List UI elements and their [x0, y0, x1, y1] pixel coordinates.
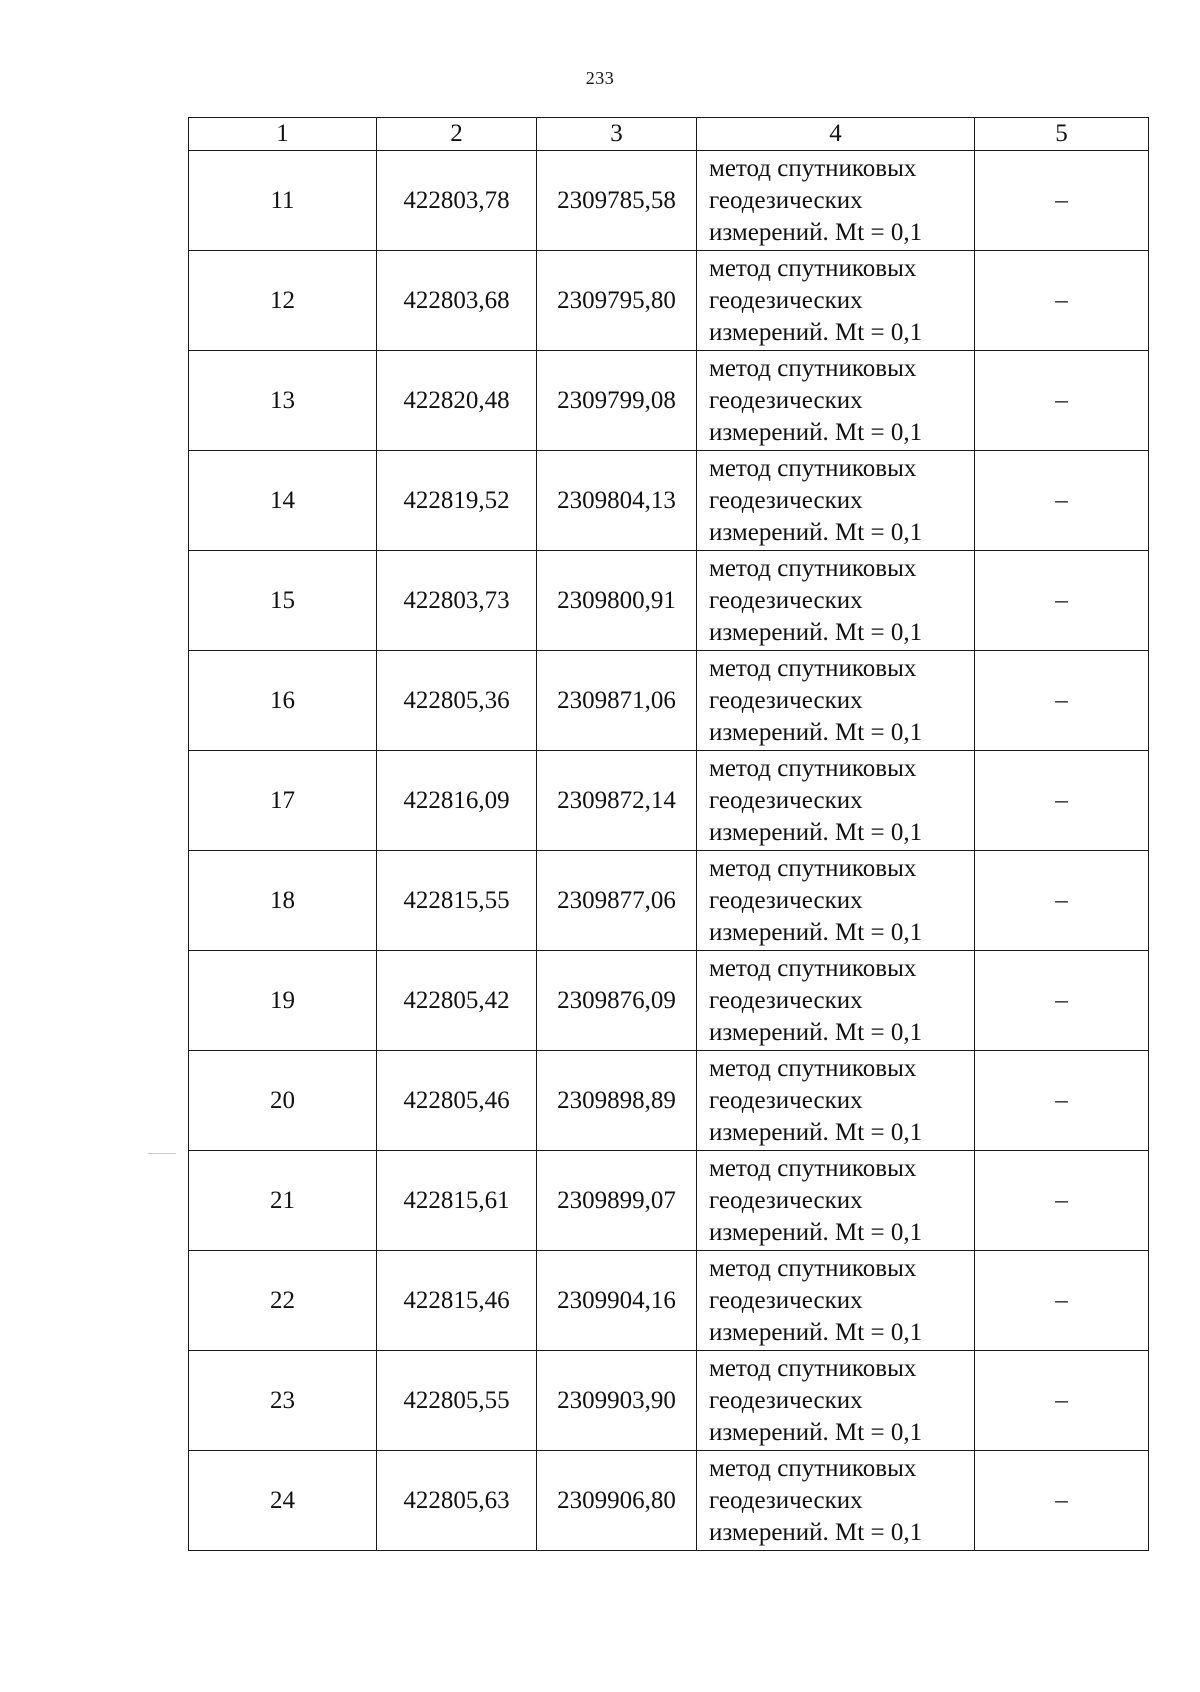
method-text-line: метод спутниковых [709, 1054, 917, 1082]
method-cell [697, 1451, 975, 1551]
point-number-cell: 20 [189, 1051, 377, 1151]
note-cell: – [975, 1451, 1149, 1551]
point-number-cell: 11 [189, 151, 377, 251]
x-coordinate-cell: 422816,09 [377, 751, 537, 851]
note-cell: – [975, 1051, 1149, 1151]
x-coordinate-cell: 422815,55 [377, 851, 537, 951]
method-text-line: геодезических [709, 386, 863, 414]
point-number-cell: 22 [189, 1251, 377, 1351]
method-text-line: метод спутниковых [709, 354, 917, 382]
table-row [189, 451, 1149, 551]
method-text-line: метод спутниковых [709, 854, 917, 882]
method-text-line: геодезических [709, 486, 863, 514]
method-text-line: измерений. Mt = 0,1 [709, 1018, 923, 1046]
method-text-line: геодезических [709, 886, 863, 914]
method-text-line: метод спутниковых [709, 1454, 917, 1482]
method-text-line: измерений. Mt = 0,1 [709, 218, 923, 246]
x-coordinate-cell: 422803,78 [377, 151, 537, 251]
table-body [189, 151, 1149, 1551]
x-coordinate-cell: 422805,63 [377, 1451, 537, 1551]
x-coordinate-cell: 422805,46 [377, 1051, 537, 1151]
method-text-line: геодезических [709, 286, 863, 314]
x-coordinate-cell: 422805,55 [377, 1351, 537, 1451]
method-text-line: геодезических [709, 686, 863, 714]
table-row [189, 1451, 1149, 1551]
method-text-line: измерений. Mt = 0,1 [709, 1218, 923, 1246]
method-text-line: измерений. Mt = 0,1 [709, 818, 923, 846]
coordinates-table [188, 117, 1149, 1551]
method-cell [697, 151, 975, 251]
y-coordinate-cell: 2309906,80 [537, 1451, 697, 1551]
y-coordinate-cell: 2309899,07 [537, 1151, 697, 1251]
method-text-line: измерений. Mt = 0,1 [709, 1118, 923, 1146]
method-text-line: метод спутниковых [709, 654, 917, 682]
method-text-line: геодезических [709, 586, 863, 614]
x-coordinate-cell: 422803,68 [377, 251, 537, 351]
x-coordinate-cell: 422815,61 [377, 1151, 537, 1251]
note-cell: – [975, 751, 1149, 851]
method-text-line: геодезических [709, 186, 863, 214]
table-row [189, 1051, 1149, 1151]
x-coordinate-cell: 422815,46 [377, 1251, 537, 1351]
y-coordinate-cell: 2309876,09 [537, 951, 697, 1051]
point-number-cell: 15 [189, 551, 377, 651]
table-row [189, 1151, 1149, 1251]
method-text-line: геодезических [709, 986, 863, 1014]
method-text-line: измерений. Mt = 0,1 [709, 1318, 923, 1346]
method-text-line: геодезических [709, 1186, 863, 1214]
method-text-line: геодезических [709, 1386, 863, 1414]
point-number-cell: 16 [189, 651, 377, 751]
page-number: 233 [585, 68, 615, 88]
y-coordinate-cell: 2309877,06 [537, 851, 697, 951]
point-number-cell: 24 [189, 1451, 377, 1551]
x-coordinate-cell: 422819,52 [377, 451, 537, 551]
method-cell [697, 1151, 975, 1251]
x-coordinate-cell: 422805,42 [377, 951, 537, 1051]
header-cell-4: 4 [697, 118, 975, 151]
method-text-line: метод спутниковых [709, 254, 917, 282]
method-cell [697, 951, 975, 1051]
method-text-line: метод спутниковых [709, 1154, 917, 1182]
point-number-cell: 21 [189, 1151, 377, 1251]
method-text-line: геодезических [709, 1286, 863, 1314]
method-text-line: геодезических [709, 1486, 863, 1514]
point-number-cell: 19 [189, 951, 377, 1051]
table-row [189, 751, 1149, 851]
method-text-line: метод спутниковых [709, 1254, 917, 1282]
y-coordinate-cell: 2309799,08 [537, 351, 697, 451]
method-text-line: метод спутниковых [709, 754, 917, 782]
method-text-line: измерений. Mt = 0,1 [709, 1418, 923, 1446]
method-text-line: измерений. Mt = 0,1 [709, 718, 923, 746]
method-text-line: метод спутниковых [709, 154, 917, 182]
header-cell-3: 3 [537, 118, 697, 151]
table-row [189, 951, 1149, 1051]
method-cell [697, 251, 975, 351]
table-row [189, 851, 1149, 951]
y-coordinate-cell: 2309903,90 [537, 1351, 697, 1451]
y-coordinate-cell: 2309800,91 [537, 551, 697, 651]
point-number-cell: 18 [189, 851, 377, 951]
y-coordinate-cell: 2309795,80 [537, 251, 697, 351]
method-text-line: измерений. Mt = 0,1 [709, 418, 923, 446]
table-row [189, 151, 1149, 251]
table-row [189, 651, 1149, 751]
header-cell-2: 2 [377, 118, 537, 151]
point-number-cell: 17 [189, 751, 377, 851]
scan-edge-mark [148, 1153, 176, 1154]
x-coordinate-cell: 422805,36 [377, 651, 537, 751]
note-cell: – [975, 151, 1149, 251]
method-text-line: метод спутниковых [709, 454, 917, 482]
method-cell [697, 1051, 975, 1151]
y-coordinate-cell: 2309804,13 [537, 451, 697, 551]
method-cell [697, 351, 975, 451]
method-text-line: метод спутниковых [709, 1354, 917, 1382]
method-cell [697, 1351, 975, 1451]
method-text-line: измерений. Mt = 0,1 [709, 618, 923, 646]
note-cell: – [975, 1151, 1149, 1251]
method-text-line: геодезических [709, 786, 863, 814]
table-row [189, 1251, 1149, 1351]
note-cell: – [975, 651, 1149, 751]
note-cell: – [975, 351, 1149, 451]
method-cell [697, 451, 975, 551]
method-text-line: измерений. Mt = 0,1 [709, 318, 923, 346]
point-number-cell: 13 [189, 351, 377, 451]
method-cell [697, 751, 975, 851]
method-cell [697, 551, 975, 651]
point-number-cell: 12 [189, 251, 377, 351]
table-row [189, 1351, 1149, 1451]
method-cell [697, 851, 975, 951]
table-row [189, 251, 1149, 351]
y-coordinate-cell: 2309904,16 [537, 1251, 697, 1351]
x-coordinate-cell: 422820,48 [377, 351, 537, 451]
header-row [189, 118, 1149, 151]
note-cell: – [975, 951, 1149, 1051]
table-header [189, 118, 1149, 151]
y-coordinate-cell: 2309785,58 [537, 151, 697, 251]
method-text-line: измерений. Mt = 0,1 [709, 518, 923, 546]
header-cell-5: 5 [975, 118, 1149, 151]
y-coordinate-cell: 2309898,89 [537, 1051, 697, 1151]
method-text-line: измерений. Mt = 0,1 [709, 1518, 923, 1546]
header-cell-1: 1 [189, 118, 377, 151]
point-number-cell: 23 [189, 1351, 377, 1451]
method-text-line: метод спутниковых [709, 554, 917, 582]
method-text-line: измерений. Mt = 0,1 [709, 918, 923, 946]
note-cell: – [975, 851, 1149, 951]
method-text-line: метод спутниковых [709, 954, 917, 982]
method-cell [697, 651, 975, 751]
table-row [189, 351, 1149, 451]
method-text-line: геодезических [709, 1086, 863, 1114]
note-cell: – [975, 451, 1149, 551]
note-cell: – [975, 251, 1149, 351]
table-row [189, 551, 1149, 651]
note-cell: – [975, 551, 1149, 651]
x-coordinate-cell: 422803,73 [377, 551, 537, 651]
y-coordinate-cell: 2309872,14 [537, 751, 697, 851]
note-cell: – [975, 1251, 1149, 1351]
note-cell: – [975, 1351, 1149, 1451]
method-cell [697, 1251, 975, 1351]
point-number-cell: 14 [189, 451, 377, 551]
y-coordinate-cell: 2309871,06 [537, 651, 697, 751]
